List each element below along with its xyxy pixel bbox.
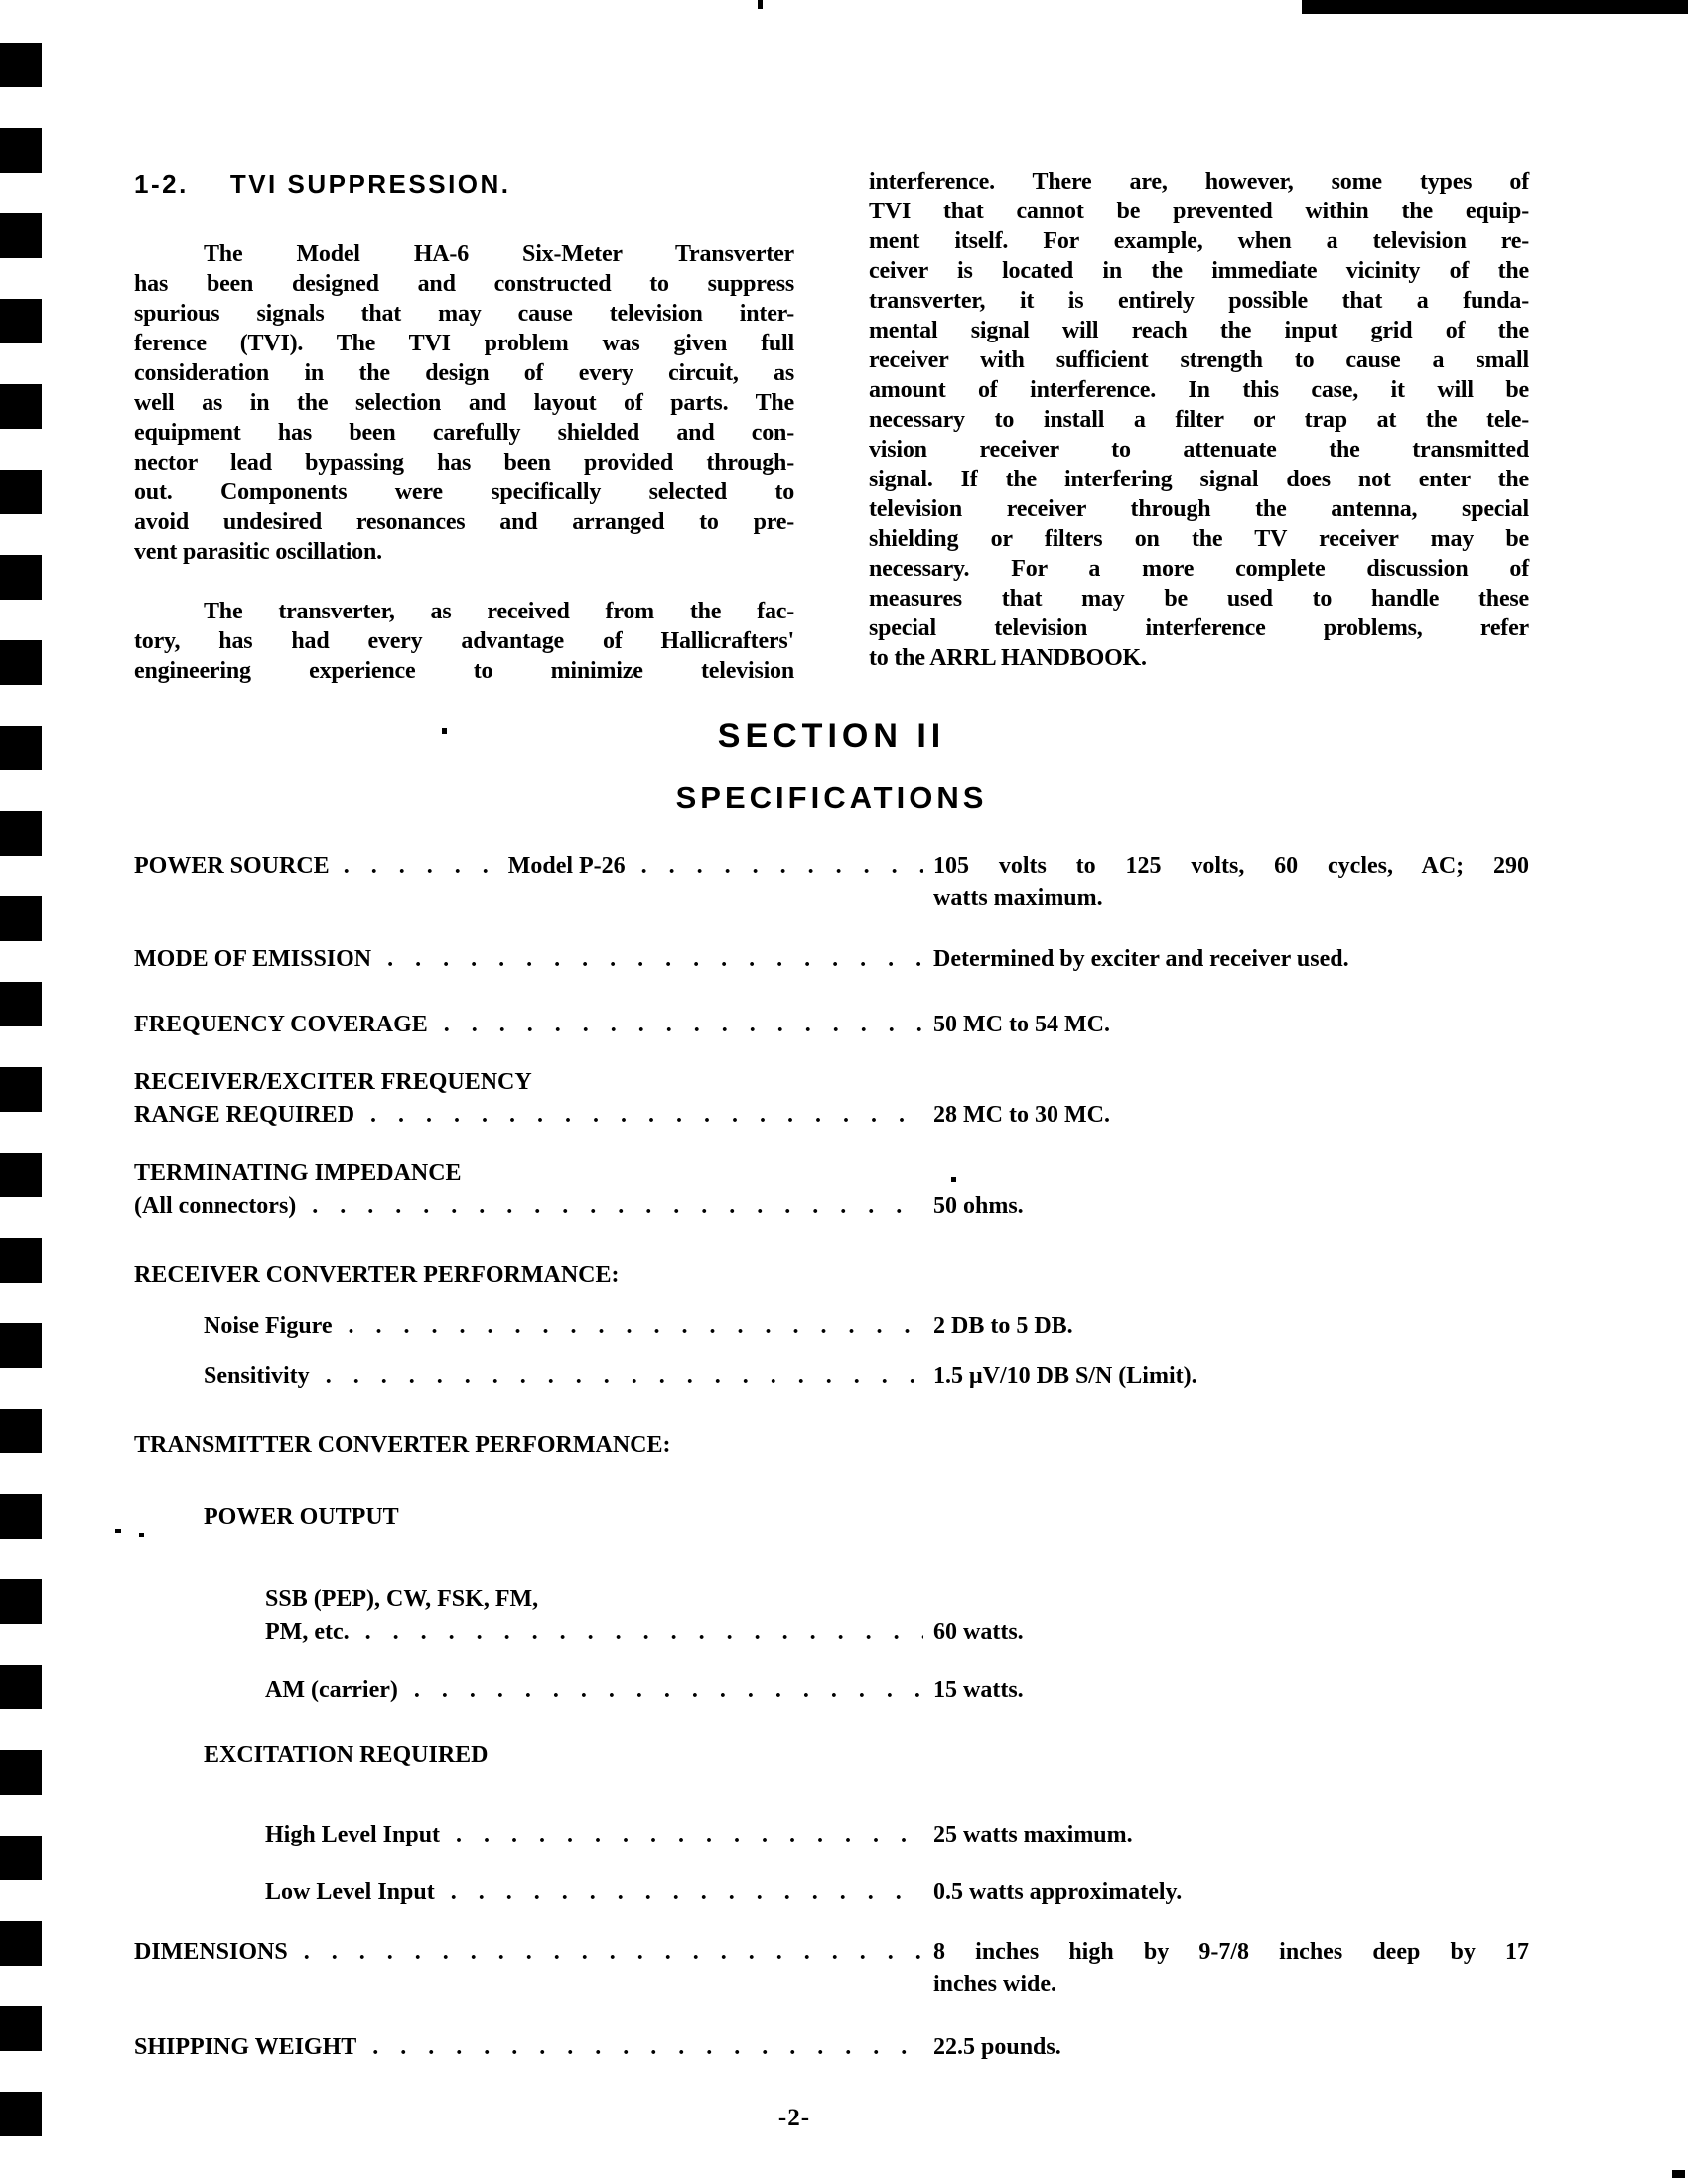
dot-leader bbox=[304, 1936, 923, 1969]
spec-value-line: watts maximum. bbox=[933, 886, 1103, 911]
section-1-2-heading bbox=[134, 169, 794, 199]
spec-row-mode-of-emission bbox=[134, 943, 1529, 976]
spec-row-ssb-output bbox=[134, 1583, 1529, 1649]
text-line: measures that may be used to handle these bbox=[869, 586, 1529, 612]
dot-leader bbox=[387, 943, 923, 976]
specifications-heading: SPECIFICATIONS bbox=[675, 780, 988, 815]
dot-leader bbox=[370, 1099, 923, 1132]
section-number: 1-2. bbox=[134, 169, 189, 199]
text-line: equipment has been carefully shielded and con- bbox=[134, 420, 794, 446]
text-line: avoid undesired resonances and arranged to pre- bbox=[134, 509, 794, 535]
spec-value: 15 watts. bbox=[933, 1677, 1024, 1703]
text-line: The Model HA-6 Six-Meter Transverter bbox=[204, 241, 794, 267]
text-line: tory, has had every advantage of Hallicrafters' bbox=[134, 628, 794, 654]
spec-mid-label: Model P-26 bbox=[507, 853, 626, 879]
spec-value: 2 DB to 5 DB. bbox=[933, 1313, 1073, 1339]
text-line: necessary to install a filter or trap at the tele- bbox=[869, 407, 1529, 433]
spec-row-power-source bbox=[134, 850, 1529, 915]
spec-label: SHIPPING WEIGHT bbox=[134, 2034, 357, 2060]
text-line: special television interference problems, refer bbox=[869, 615, 1529, 641]
spec-row-low-level-input bbox=[134, 1876, 1529, 1909]
spec-label: Low Level Input bbox=[265, 1879, 435, 1905]
text-line: amount of interference. In this case, it will be bbox=[869, 377, 1529, 403]
spec-value: Determined by exciter and receiver used. bbox=[933, 946, 1349, 972]
spec-row-transmitter-converter-performance bbox=[134, 1430, 1529, 1462]
text-line: The transverter, as received from the fac- bbox=[204, 599, 794, 624]
text-line: TVI that cannot be prevented within the equip- bbox=[869, 199, 1529, 224]
spec-value-line: 8 inches high by 9-7/8 inches deep by 17 bbox=[933, 1939, 1529, 1965]
spec-row-receiver-exciter-range bbox=[134, 1066, 1529, 1132]
text-line: out. Components were specifically selected to bbox=[134, 479, 794, 505]
text-line: spurious signals that may cause television inter- bbox=[134, 301, 794, 327]
page-number: -2- bbox=[777, 2105, 811, 2131]
text-line: well as in the selection and layout of parts. The bbox=[134, 390, 794, 416]
spec-value bbox=[933, 850, 1529, 915]
text-line: ceiver is located in the immediate vicinity of the bbox=[869, 258, 1529, 284]
text-line: shielding or filters on the TV receiver may be bbox=[869, 526, 1529, 552]
dot-leader bbox=[326, 1360, 923, 1393]
text-line: has been designed and constructed to suppress bbox=[134, 271, 794, 297]
spec-label: FREQUENCY COVERAGE bbox=[134, 1012, 428, 1037]
spec-value: 1.5 μV/10 DB S/N (Limit). bbox=[933, 1363, 1197, 1389]
spec-value: 22.5 pounds. bbox=[933, 2034, 1061, 2060]
spec-label: Sensitivity bbox=[204, 1363, 310, 1389]
spec-label: High Level Input bbox=[265, 1822, 441, 1847]
spec-row-frequency-coverage bbox=[134, 1009, 1529, 1041]
spec-label: RANGE REQUIRED bbox=[134, 1102, 355, 1128]
text-line: nector lead bypassing has been provided through- bbox=[134, 450, 794, 476]
dot-leader bbox=[451, 1876, 923, 1909]
text-line: television receiver through the antenna, special bbox=[869, 496, 1529, 522]
spec-row-dimensions bbox=[134, 1936, 1529, 2001]
spec-group-heading: EXCITATION REQUIRED bbox=[204, 1742, 489, 1768]
spec-value: 25 watts maximum. bbox=[933, 1822, 1133, 1847]
text-line: receiver with sufficient strength to cause a small bbox=[869, 347, 1529, 373]
spec-row-high-level-input bbox=[134, 1819, 1529, 1851]
dot-leader bbox=[349, 1310, 923, 1343]
spec-value: 28 MC to 30 MC. bbox=[933, 1102, 1110, 1128]
spec-label-line1: RECEIVER/EXCITER FREQUENCY bbox=[134, 1069, 532, 1095]
spec-row-am-output bbox=[134, 1674, 1529, 1706]
section-ii-heading: SECTION II bbox=[717, 717, 946, 754]
text-line: ment itself. For example, when a television re- bbox=[869, 228, 1529, 254]
paragraph-1 bbox=[134, 239, 794, 567]
spec-label: POWER SOURCE bbox=[134, 853, 330, 879]
spec-row-noise-figure bbox=[134, 1310, 1529, 1343]
text-line: interference. There are, however, some types of bbox=[869, 169, 1529, 195]
scan-tick-artifact bbox=[758, 0, 763, 9]
spec-group-heading: RECEIVER CONVERTER PERFORMANCE: bbox=[134, 1262, 620, 1288]
spec-value: 60 watts. bbox=[933, 1619, 1024, 1645]
text-line: engineering experience to minimize television bbox=[134, 658, 794, 684]
spec-label: MODE OF EMISSION bbox=[134, 946, 372, 972]
dot-leader bbox=[365, 1616, 923, 1649]
text-line: signal. If the interfering signal does not enter the bbox=[869, 467, 1529, 492]
dot-leader bbox=[312, 1190, 923, 1223]
spec-row-power-output bbox=[134, 1501, 1529, 1534]
spec-value: 50 MC to 54 MC. bbox=[933, 1012, 1110, 1037]
dot-leader bbox=[456, 1819, 923, 1851]
section-title-text: TVI SUPPRESSION. bbox=[229, 169, 511, 199]
text-line: vent parasitic oscillation. bbox=[134, 539, 382, 565]
spec-value bbox=[933, 1936, 1529, 2001]
scan-speck bbox=[115, 1529, 121, 1533]
spec-row-receiver-converter-performance bbox=[134, 1259, 1529, 1292]
left-column bbox=[134, 169, 794, 686]
spec-label: (All connectors) bbox=[134, 1193, 297, 1219]
spec-row-excitation-required bbox=[134, 1739, 1529, 1772]
scan-edge-bar-artifact bbox=[1302, 0, 1688, 14]
text-line: vision receiver to attenuate the transmitted bbox=[869, 437, 1529, 463]
spec-group-heading: TRANSMITTER CONVERTER PERFORMANCE: bbox=[134, 1433, 671, 1458]
text-line: consideration in the design of every circuit, as bbox=[134, 360, 794, 386]
spec-value: 0.5 watts approximately. bbox=[933, 1879, 1183, 1905]
dot-leader bbox=[641, 850, 923, 883]
text-line: to the ARRL HANDBOOK. bbox=[869, 645, 1147, 671]
spec-group-heading: POWER OUTPUT bbox=[204, 1504, 399, 1530]
text-line: necessary. For a more complete discussion of bbox=[869, 556, 1529, 582]
text-line: transverter, it is entirely possible that a funda- bbox=[869, 288, 1529, 314]
dot-leader bbox=[414, 1674, 923, 1706]
scan-corner-mark-artifact bbox=[1672, 2170, 1685, 2178]
dot-leader bbox=[344, 850, 494, 883]
spec-label: DIMENSIONS bbox=[134, 1939, 288, 1965]
spec-label: Noise Figure bbox=[204, 1313, 333, 1339]
text-line: ference (TVI). The TVI problem was given full bbox=[134, 331, 794, 356]
spec-value-line: 105 volts to 125 volts, 60 cycles, AC; 290 bbox=[933, 853, 1529, 879]
dot-leader bbox=[444, 1009, 923, 1041]
spec-row-sensitivity bbox=[134, 1360, 1529, 1393]
spec-label-line1: SSB (PEP), CW, FSK, FM, bbox=[265, 1586, 539, 1612]
dot-leader bbox=[372, 2031, 923, 2064]
spec-label: AM (carrier) bbox=[265, 1677, 398, 1703]
spec-value: 50 ohms. bbox=[933, 1193, 1024, 1219]
binding-holes-artifact bbox=[0, 43, 42, 2137]
right-column bbox=[869, 167, 1529, 673]
spec-value-line: inches wide. bbox=[933, 1972, 1057, 1997]
paragraph-2 bbox=[134, 597, 794, 686]
spec-label: PM, etc. bbox=[265, 1619, 350, 1645]
text-line: mental signal will reach the input grid of the bbox=[869, 318, 1529, 343]
spec-label-line1: TERMINATING IMPEDANCE bbox=[134, 1160, 462, 1186]
spec-row-shipping-weight bbox=[134, 2031, 1529, 2064]
spec-row-terminating-impedance bbox=[134, 1158, 1529, 1223]
